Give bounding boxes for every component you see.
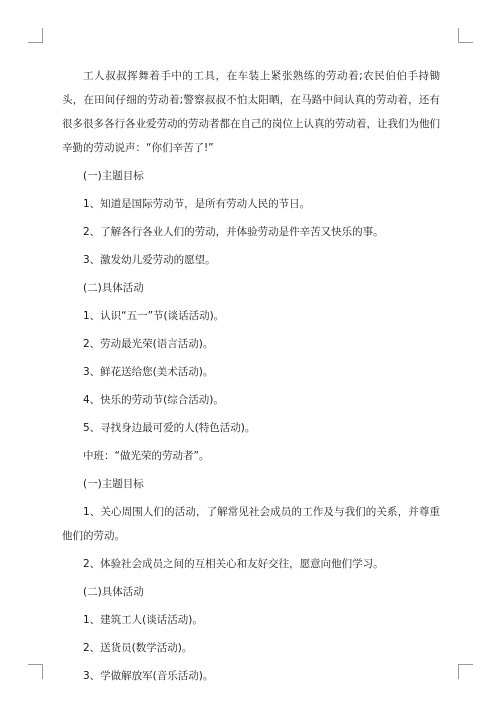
document-body (62, 64, 440, 692)
goal-item: 2、体验社会成员之间的互相关心和友好交往，愿意向他们学习。 (83, 558, 384, 570)
activity-item: 3、学做解放军(音乐活动)。 (83, 670, 214, 682)
section-heading-activities: (二)具体活动 (83, 586, 144, 598)
activity-item: 4、快乐的劳动节(综合活动)。 (83, 394, 224, 406)
activity-item: 5、寻找身边最可爱的人(特色活动)。 (83, 422, 256, 434)
activity-item: 1、建筑工人(谈话活动)。 (83, 614, 203, 626)
section-heading-activities: (二)具体活动 (83, 282, 144, 294)
activity-item: 1、认识“五一”节(谈话活动)。 (83, 310, 225, 322)
page-corner-mark-bottom-left (28, 664, 43, 679)
page-corner-mark-top-left (28, 28, 43, 43)
goal-item: 2、了解各行各业人们的劳动，并体验劳动是件辛苦又快乐的事。 (83, 226, 384, 238)
middle-class-title: 中班：“做光荣的劳动者”。 (83, 450, 210, 462)
goal-item: 3、激发幼儿爱劳动的愿望。 (83, 254, 216, 266)
intro-paragraph: 工人叔叔挥舞着手中的工具，在车装上紧张熟练的劳动着;农民伯伯手持锄头，在田间仔细的劳动着;警察叔叔不怕太阳晒，在马路中间认真的劳动着，还有很多很多各行各业爱劳动的劳动者都在自己的岗位上认真的劳动着，让我们为他们辛勤的劳动说声：“你们辛苦了!” (62, 70, 440, 154)
page-corner-mark-top-right (458, 28, 473, 43)
activity-item: 2、送货员(数学活动)。 (83, 642, 193, 654)
activity-item: 2、劳动最光荣(语言活动)。 (83, 338, 214, 350)
section-heading-goals: (一)主题目标 (83, 170, 144, 182)
activity-item: 3、鲜花送给您(美术活动)。 (83, 366, 214, 378)
goal-item: 1、知道是国际劳动节，是所有劳动人民的节日。 (83, 198, 311, 210)
section-heading-goals: (一)主题目标 (83, 478, 144, 490)
goal-item: 1、关心周围人们的活动，了解常见社会成员的工作及与我们的关系，并尊重他们的劳动。 (62, 506, 440, 542)
page-corner-mark-bottom-right (458, 664, 473, 679)
